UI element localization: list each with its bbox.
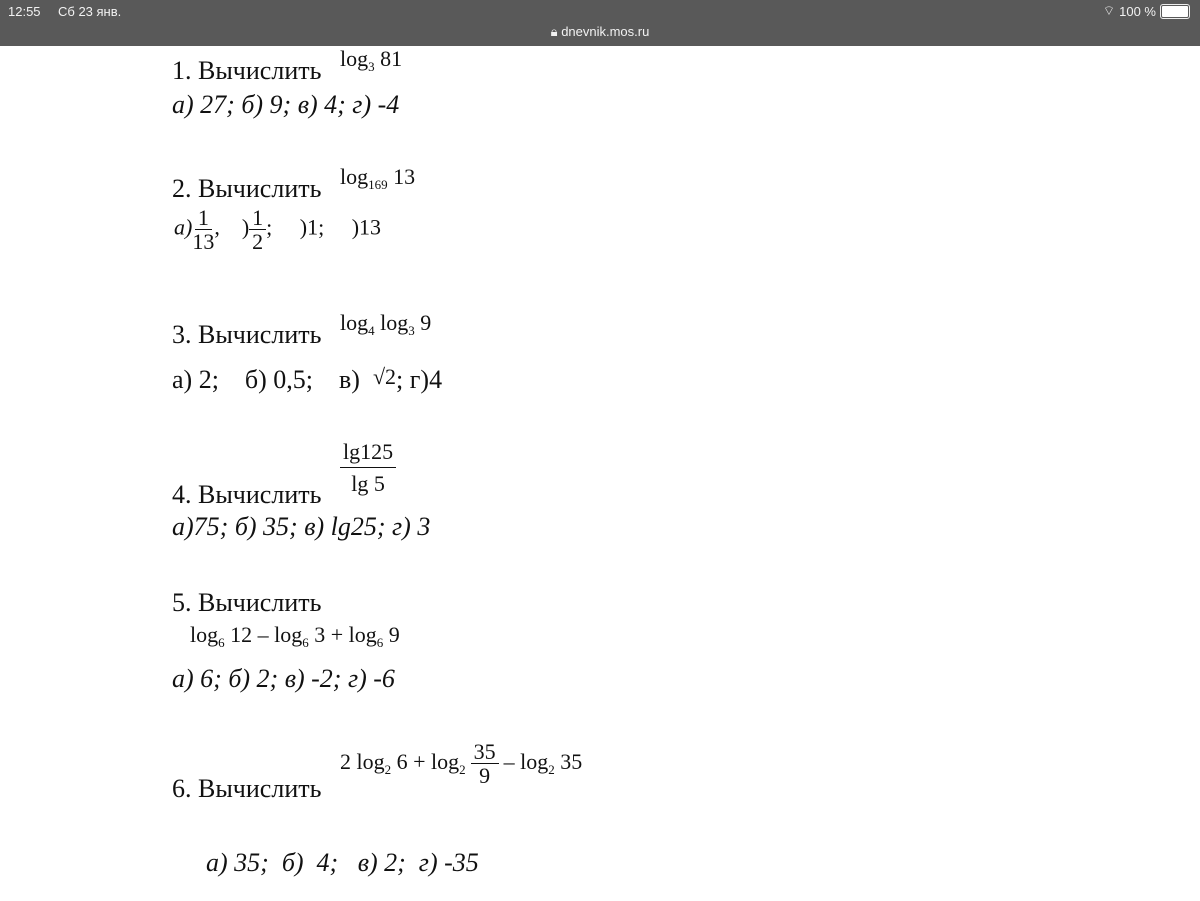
log: log — [340, 46, 369, 71]
term: 35 — [560, 749, 583, 775]
status-indicators — [1103, 3, 1190, 19]
fraction — [249, 206, 266, 253]
url-text: dnevnik.mos.ru — [561, 24, 650, 39]
problem-6-expression — [340, 740, 582, 787]
base: 4 — [368, 323, 375, 338]
problem-2-answers — [174, 206, 381, 253]
denominator: 9 — [479, 763, 491, 789]
problem-3-answers — [172, 364, 442, 395]
battery-icon — [1160, 4, 1190, 19]
answers-part: а) 2; б) 0,5; в) — [172, 365, 360, 394]
clock: 12:55 — [8, 4, 41, 19]
term: 9 — [388, 622, 400, 647]
arg: 13 — [393, 164, 416, 189]
wifi-icon: ⌔ — [1102, 3, 1116, 18]
term: 6 + log — [396, 749, 460, 775]
denominator: 2 — [252, 229, 264, 255]
log: log — [340, 310, 369, 335]
denominator: 13 — [192, 229, 215, 255]
answers-part: ; г)4 — [396, 365, 443, 394]
term: 3 + log — [314, 622, 377, 647]
problem-5-label: 5. Вычислить — [172, 588, 322, 617]
problem-6-answers: а) 35; б) 4; в) 2; г) -35 — [206, 848, 479, 877]
log: log — [340, 164, 369, 189]
problem-2-expression — [340, 164, 415, 193]
base: 6 — [302, 635, 309, 650]
term: 12 – log — [230, 622, 303, 647]
date: Сб 23 янв. — [58, 4, 122, 19]
problem-1-answers: а) 27; б) 9; в) 4; г) -4 — [172, 90, 400, 119]
term: 2 log — [340, 749, 385, 775]
problem-4-answers: а)75; б) 35; в) lg25; г) 3 — [172, 512, 431, 541]
arg: 9 — [420, 310, 432, 335]
base: 2 — [548, 762, 555, 778]
answer-d: )13 — [351, 214, 382, 240]
lock-icon: 🔒︎ — [550, 24, 558, 39]
problem-3-expression — [340, 310, 431, 339]
numerator: lg125 — [340, 440, 396, 468]
base: 2 — [459, 762, 466, 778]
problem-1-label: 1. Вычислить — [172, 56, 322, 85]
base: 169 — [368, 177, 388, 192]
log: log — [380, 310, 409, 335]
fraction — [192, 206, 214, 253]
problem-4-expression — [340, 440, 396, 495]
base: 3 — [368, 59, 375, 74]
numerator: 35 — [471, 740, 499, 764]
arg: 81 — [380, 46, 403, 71]
battery-percent: 100 % — [1119, 3, 1156, 19]
sep: , — [214, 214, 220, 240]
problem-1-expression — [340, 46, 402, 75]
problem-2-label: 2. Вычислить — [172, 174, 322, 203]
problem-5-expression — [190, 622, 400, 651]
address-bar[interactable] — [0, 24, 1200, 40]
base: 6 — [218, 635, 225, 650]
answer-a-prefix: а) — [174, 214, 193, 240]
answer-b-prefix: ) — [241, 214, 250, 240]
term: log — [190, 622, 219, 647]
base: 3 — [408, 323, 415, 338]
denominator: lg 5 — [351, 471, 385, 497]
base: 6 — [376, 635, 384, 650]
numerator: 1 — [249, 206, 266, 230]
problem-5-answers: а) 6; б) 2; в) -2; г) -6 — [172, 664, 395, 693]
problem-6-label: 6. Вычислить — [172, 774, 322, 803]
problem-4-label: 4. Вычислить — [172, 480, 322, 509]
numerator: 1 — [195, 206, 212, 230]
sep: ; — [266, 214, 273, 240]
term: – log — [503, 749, 549, 775]
base: 2 — [384, 762, 392, 778]
problem-3-label: 3. Вычислить — [172, 320, 322, 349]
sqrt-2: √2 — [372, 364, 397, 389]
status-bar — [0, 0, 1200, 46]
answer-c: )1; — [299, 214, 325, 240]
